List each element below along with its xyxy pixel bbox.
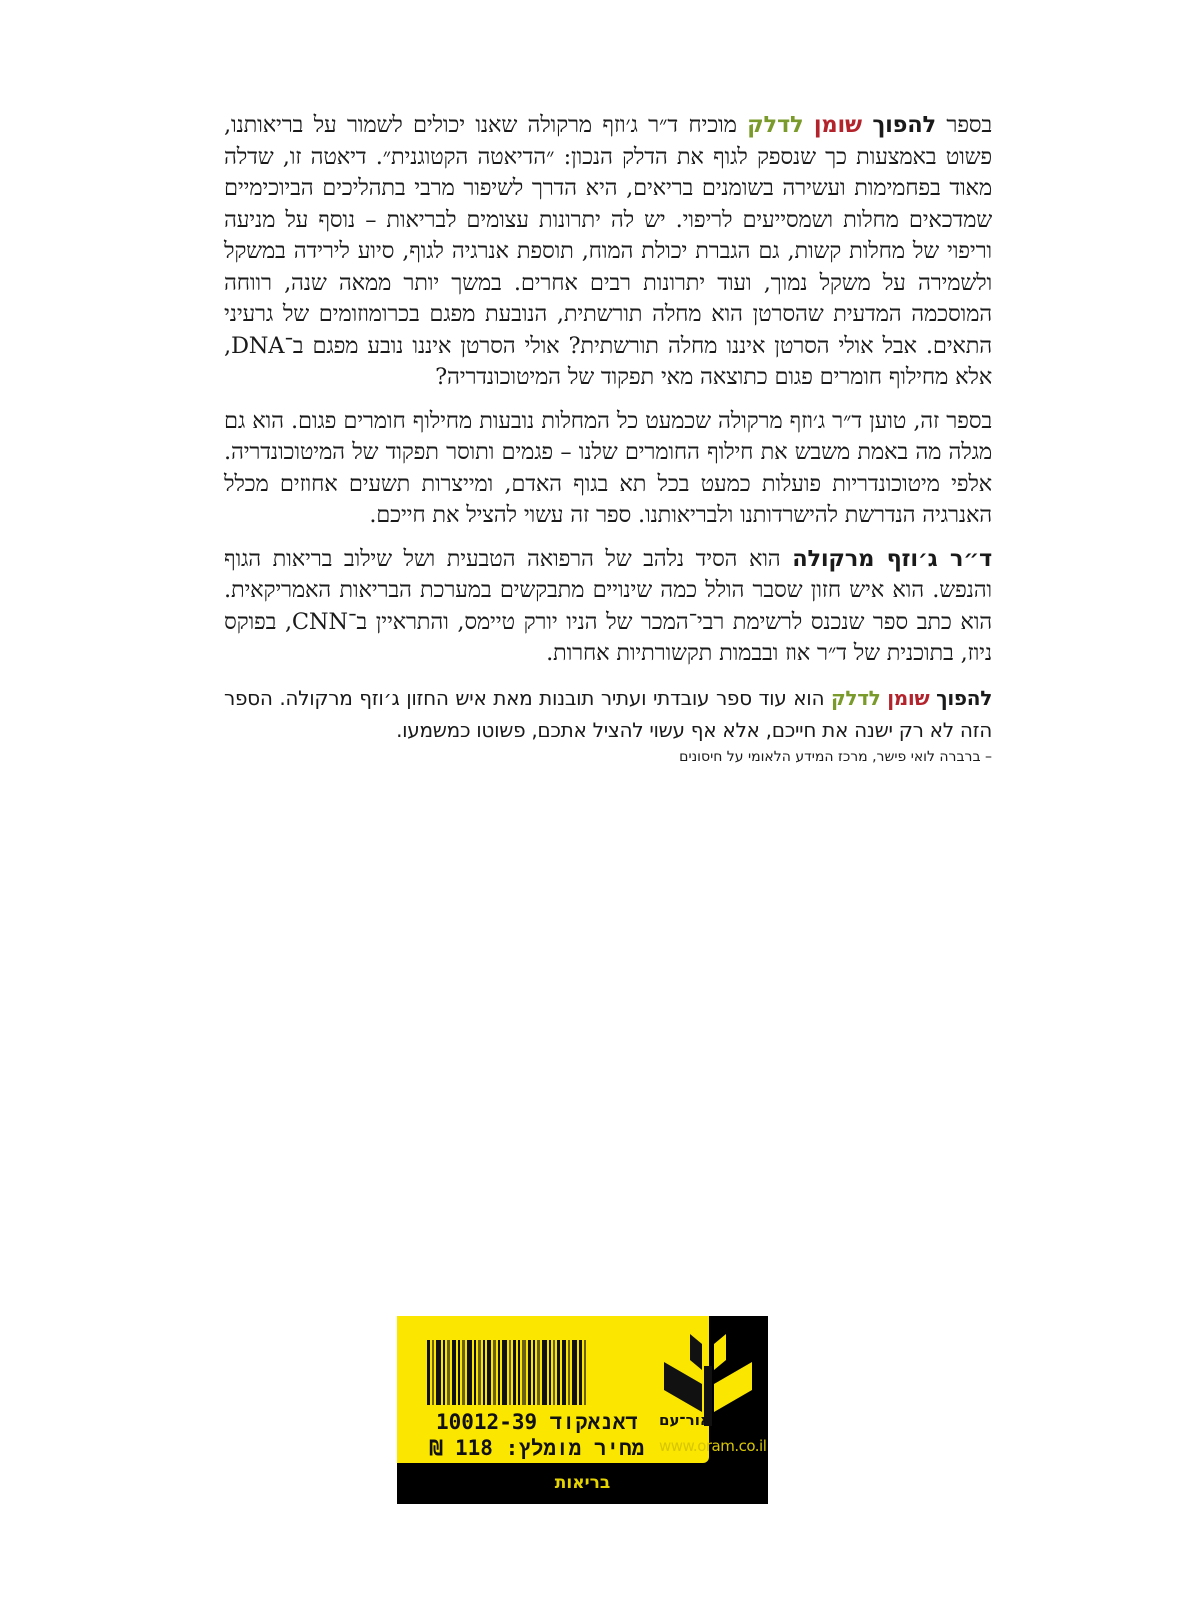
- barcode-bar: [447, 1340, 450, 1405]
- endorsement-paragraph: [224, 682, 992, 746]
- barcode-bar: [502, 1340, 507, 1405]
- barcode-bar: [568, 1340, 570, 1405]
- barcode-bar: [467, 1340, 472, 1405]
- barcode-bar: [572, 1340, 577, 1405]
- endorsement-title-part1: להפוך: [936, 685, 993, 710]
- barcode-bar: [584, 1340, 586, 1405]
- endorsement-title-part3: לדלק: [830, 685, 881, 710]
- barcode-bar: [562, 1340, 566, 1405]
- barcode-bar: [452, 1340, 456, 1405]
- book-category: בריאות: [554, 1473, 611, 1493]
- author-bio-text: הוא הסיד נלהב של הרפואה הטבעית ושל שילוב בריאות הגוף והנפש. הוא איש חזון שסבר הולל כמה שינויים מתבקשים במערכת הבריאות האמריקאית. הוא כתב ספר שנכנס לרשימת רבי־המכר של הניו יורק טיימס, והתראיין ב־CNN, בפוקס ניוז, בתוכנית של ד״ר אוז ובבמות תקשורתיות אחרות.: [224, 545, 992, 666]
- barcode-bar: [483, 1340, 485, 1405]
- barcode-bar: [533, 1340, 535, 1405]
- barcode-bar: [427, 1340, 430, 1405]
- blurb-paragraph-intro: [224, 110, 992, 394]
- publisher-url: www.oram.co.il: [659, 1437, 767, 1455]
- barcode-bar: [493, 1340, 496, 1405]
- barcode-bar: [436, 1340, 441, 1405]
- barcode-bar: [537, 1340, 540, 1405]
- publisher-name: אור־עם: [659, 1411, 711, 1429]
- barcode-bar: [557, 1340, 560, 1405]
- barcode-bar: [478, 1340, 481, 1405]
- barcode-bar: [458, 1340, 460, 1405]
- blurb-paragraph-mitochondria: בספר זה, טוען ד״ר ג׳וזף מרקולה שכמעט כל המחלות נובעות מחילוף חומרים פגום. הוא גם מגלה מה באמת משבש את חילוף החומרים שלנו – פגמים ותוסר תפקוד של המיטוכונדריה. אלפי מיטוכונדריות פועלות כמעט בכל תא בגוף האדם, ומייצרות תשעים אחוזים מכלל האנרגיה הנדרשת להישרדותנו ולבריאותנו. ספר זה עשוי להציל את חייכם.: [224, 407, 992, 528]
- barcode-bar: [518, 1340, 520, 1405]
- barcode-bar: [528, 1340, 531, 1405]
- barcode-bar: [432, 1340, 434, 1405]
- endorsement-text: הוא עוד ספר עובדתי ועתיר תובנות מאת איש החזון ג׳וזף מרקולה. הספר הזה לא רק ישנה את חייכם, אלא אף עשוי להציל אתכם, פשוטו כמשמעו.: [224, 685, 992, 742]
- barcode-bar: [522, 1340, 526, 1405]
- barcode-bar: [513, 1340, 516, 1405]
- barcode-bar: [542, 1340, 547, 1405]
- intro-body: מוכיח ד״ר ג׳וזף מרקולה שאנו יכולים לשמור על בריאותנו, פשוט באמצעות כך שנספק לגוף את הדלק הנכון: ״הדיאטה הקטוגנית״. דיאטה זו, שדלה מאוד בפחמימות ועשירה בשומנים בריאים, היא הדרך לשיפור מרבי בתהליכים הביוכימיים שמדכאים מחלות ושמסייעים לריפוי. יש לה יתרונות עצומים לבריאות – נוסף על מניעה וריפוי של מחלות קשות, גם הגברת יכולת המוח, תוספת אנרגיה לגוף, סיוע לירידה במשקל ולשמירה על משקל נמוך, ועוד יתרונות רבים אחרים. במשך יותר ממאה שנה, רווחה המוסכמה המדעית שהסרטן הוא מחלה תורשתית, הנובעת מפגם בכרומוזומים של גרעיני התאים. אבל אולי הסרטן איננו מחלה תורשתית? אולי הסרטן איננו נובע מפגם ב־DNA, אלא מחילוף חומרים פגום כתוצאה מאי תפקוד של המיטוכונדריה?: [224, 112, 992, 390]
- author-name: ד״ר ג׳וזף מרקולה: [792, 545, 993, 572]
- barcode: [427, 1340, 649, 1405]
- book-title-part3: לדלק: [747, 112, 804, 138]
- book-title-part2: שומן: [813, 112, 862, 138]
- barcode-bar: [462, 1340, 465, 1405]
- intro-prefix: בספר: [946, 112, 993, 138]
- attribution-wrapper: [224, 746, 992, 767]
- recommended-price: מחיר מומלץ: 118 ₪: [429, 1436, 645, 1460]
- author-bio-paragraph: [224, 544, 992, 670]
- barcode-bar: [487, 1340, 491, 1405]
- barcode-bar: [509, 1340, 511, 1405]
- barcode-bar: [474, 1340, 476, 1405]
- barcode-bar: [553, 1340, 555, 1405]
- barcode-bar: [443, 1340, 445, 1405]
- barcode-bar: [498, 1340, 500, 1405]
- blurb-text-column: [224, 110, 992, 767]
- endorsement-title-part2: שומן: [887, 685, 930, 710]
- barcode-number: דאנאקוד 10012-39: [435, 1410, 638, 1434]
- barcode-bar: [579, 1340, 582, 1405]
- barcode-bar: [549, 1340, 551, 1405]
- barcode-label: [397, 1316, 768, 1504]
- endorsement-attribution: – ברברה לואי פישר, מרכז המידע הלאומי על חיסונים: [679, 748, 992, 765]
- book-title-part1: להפוך: [872, 112, 936, 138]
